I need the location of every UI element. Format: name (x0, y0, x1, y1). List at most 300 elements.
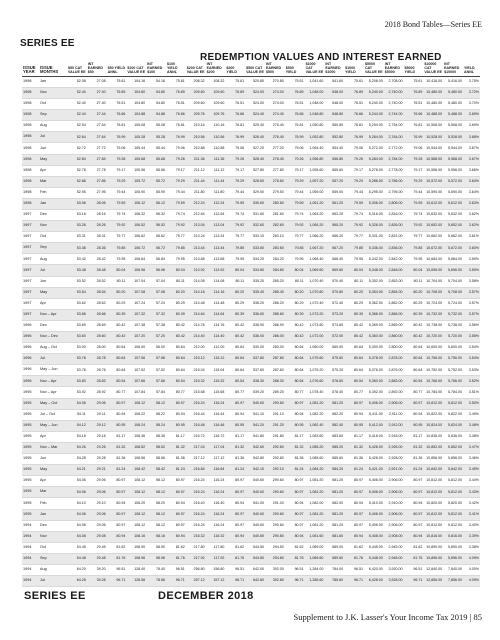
value-cell: 392.80 (265, 576, 285, 587)
value-cell: 53.66 (67, 309, 87, 320)
value-cell: 214.16 (186, 287, 206, 298)
value-cell: 2,740.00 (384, 99, 404, 110)
value-cell: 116.24 (206, 509, 226, 520)
issue-month-cell: Nov (39, 221, 67, 232)
value-cell: 79.95 (404, 254, 424, 265)
value-cell: 3.67% (463, 154, 480, 165)
value-cell: 80.29 (344, 298, 364, 309)
value-cell: 76.66 (107, 110, 127, 121)
value-cell: 96.71 (344, 576, 364, 587)
value-cell: 80.94 (344, 498, 364, 509)
value-cell: 10,708.00 (423, 287, 443, 298)
issue-year-cell: 1996 (22, 365, 39, 376)
value-cell: 10,704.00 (423, 276, 443, 287)
value-cell: 554.40 (324, 143, 344, 154)
value-cell: 2,945.00 (384, 542, 404, 553)
value-cell: 55.44 (146, 143, 166, 154)
value-cell: 530.00 (245, 343, 265, 354)
value-cell: 1,068.40 (305, 254, 325, 265)
issue-year-cell: 1995 (22, 420, 39, 431)
value-cell: 536.00 (245, 332, 265, 343)
value-cell: 108.20 (126, 498, 146, 509)
value-cell: 79.17 (107, 165, 127, 176)
issue-year-cell: 1998 (22, 143, 39, 154)
value-cell: 80.20 (225, 287, 245, 298)
value-cell: 78.40 (146, 564, 166, 575)
value-cell: 96.51 (344, 564, 364, 575)
value-cell: 80.11 (166, 276, 186, 287)
value-cell: 3.53% (463, 365, 480, 376)
column-header: INT EARNED $5000 (384, 63, 404, 76)
value-cell: 3.57% (463, 287, 480, 298)
value-cell: 114.16 (206, 287, 226, 298)
value-cell: 81.24 (404, 465, 424, 476)
value-cell: 5,766.00 (443, 376, 463, 387)
value-cell: 80.04 (225, 265, 245, 276)
value-cell: 29.06 (87, 509, 107, 520)
value-cell: 209.76 (186, 110, 206, 121)
value-cell: 584.20 (324, 465, 344, 476)
value-cell: 108.22 (126, 409, 146, 420)
value-cell: 10,662.00 (423, 232, 443, 243)
table-row (22, 254, 480, 265)
value-cell: 104.80 (126, 99, 146, 110)
value-cell: 528.40 (245, 154, 265, 165)
value-cell: 2,926.00 (384, 442, 404, 453)
value-cell: 54.08 (67, 531, 87, 542)
issue-year-cell: 1997 (22, 276, 39, 287)
value-cell: 548.80 (324, 110, 344, 121)
value-cell: 81.17 (344, 431, 364, 442)
value-cell: 544.80 (245, 553, 265, 564)
value-cell: 2,906.00 (384, 520, 404, 531)
value-cell: 581.20 (324, 509, 344, 520)
table-header-row (22, 63, 480, 76)
value-cell: 2,862.00 (384, 298, 404, 309)
value-cell: 111.44 (206, 176, 226, 187)
value-cell: 5,836.00 (443, 431, 463, 442)
value-cell: 81.32 (107, 442, 127, 453)
value-cell: 54.06 (67, 398, 87, 409)
value-cell: 80.64 (166, 365, 186, 376)
value-cell: 80.39 (107, 309, 127, 320)
value-cell: 563.20 (324, 209, 344, 220)
value-cell: 527.80 (245, 165, 265, 176)
value-cell: 80.95 (285, 420, 305, 431)
value-cell: 27.84 (87, 154, 107, 165)
value-cell: 107.56 (126, 354, 146, 365)
issue-month-cell: Jul (39, 354, 67, 365)
value-cell: 10,720.00 (423, 332, 443, 343)
value-cell: 3.50% (463, 398, 480, 409)
value-cell: 80.54 (225, 376, 245, 387)
value-cell: 80.64 (166, 343, 186, 354)
value-cell: 79.17 (344, 165, 364, 176)
value-cell: 3.47% (463, 442, 480, 453)
value-cell: 10,672.00 (423, 243, 443, 254)
value-cell: 79.44 (404, 187, 424, 198)
value-cell: 3.38% (463, 542, 480, 553)
value-cell: 10,600.00 (423, 343, 443, 354)
value-cell: 28.66 (87, 309, 107, 320)
value-cell: 2,906.00 (384, 509, 404, 520)
value-cell: 282.60 (265, 221, 285, 232)
issue-month-cell: Jun (39, 276, 67, 287)
value-cell: 81.24 (344, 465, 364, 476)
value-cell: 80.94 (404, 409, 424, 420)
value-cell: 5,824.00 (443, 420, 463, 431)
issue-month-cell: Dec (39, 320, 67, 331)
value-cell: 58.52 (146, 442, 166, 453)
value-cell: 5,416.00 (443, 76, 463, 87)
value-cell: 29.26 (87, 442, 107, 453)
value-cell: 80.94 (225, 531, 245, 542)
value-cell: 27.54 (87, 121, 107, 132)
value-cell: 80.95 (404, 420, 424, 431)
value-cell: 76.51 (344, 99, 364, 110)
value-cell: 2,786.00 (384, 176, 404, 187)
value-cell: 79.92 (285, 221, 305, 232)
value-cell: 81.62 (344, 542, 364, 553)
value-cell: 81.62 (225, 542, 245, 553)
value-cell: 5,254.00 (364, 121, 384, 132)
value-cell: 54.12 (67, 420, 87, 431)
value-cell: 2,908.00 (384, 531, 404, 542)
value-cell: 76.89 (225, 87, 245, 98)
value-cell: 2,928.00 (384, 454, 404, 465)
value-cell: 1,285.60 (305, 576, 325, 587)
value-cell: 1,082.00 (305, 498, 325, 509)
value-cell: 2,772.00 (384, 143, 404, 154)
column-header: INT EARNED $500 (265, 63, 285, 76)
column-header: $1000 CAT VALUE EE (305, 63, 325, 76)
value-cell: 58.12 (146, 487, 166, 498)
column-header: $200 YIELD (225, 63, 245, 76)
value-cell: 5,240.00 (364, 87, 384, 98)
value-cell: 5,240.00 (364, 99, 384, 110)
value-cell: 79.29 (107, 176, 127, 187)
issue-month-cell: Oct (39, 99, 67, 110)
value-cell: 10,572.00 (423, 176, 443, 187)
issue-month-cell: Aug (39, 254, 67, 265)
value-cell: 57.20 (146, 332, 166, 343)
value-cell: 3.49% (463, 409, 480, 420)
value-cell: 4.09% (463, 553, 480, 564)
value-cell: 79.74 (344, 209, 364, 220)
value-cell: 28.92 (87, 387, 107, 398)
value-cell: 565.20 (324, 221, 344, 232)
value-cell: 214.76 (186, 320, 206, 331)
issue-month-cell: May – Jun (39, 420, 67, 431)
value-cell: 10,852.00 (423, 442, 443, 453)
value-cell: 5,244.00 (364, 110, 384, 121)
value-cell: 1,075.60 (305, 354, 325, 365)
value-cell: 3.59% (463, 265, 480, 276)
value-cell: 10,684.00 (423, 254, 443, 265)
value-cell: 29.12 (87, 420, 107, 431)
value-cell: 5,632.00 (443, 209, 463, 220)
value-cell: 79.95 (166, 254, 186, 265)
issue-month-cell: Aug (39, 121, 67, 132)
value-cell: 10,784.00 (423, 387, 443, 398)
value-cell: 54.11 (67, 409, 87, 420)
issue-month-cell: Nov – Dec (39, 332, 67, 343)
value-cell: 54.80 (146, 87, 166, 98)
value-cell: 80.64 (107, 343, 127, 354)
value-cell: 216.48 (186, 420, 206, 431)
value-cell: 550.80 (324, 121, 344, 132)
value-cell: 29.45 (87, 542, 107, 553)
value-cell: 566.20 (324, 232, 344, 243)
issue-year-cell: 1996 (22, 332, 39, 343)
value-cell: 568.40 (324, 254, 344, 265)
value-cell: 5,600.00 (443, 343, 463, 354)
value-cell: 5,264.00 (364, 132, 384, 143)
column-header: $100 CAT VALUE EE (126, 63, 146, 76)
section-title: SERIES EE (20, 38, 75, 49)
value-cell: 79.92 (404, 221, 424, 232)
value-cell: 96.71 (107, 576, 127, 587)
value-cell: 80.42 (225, 320, 245, 331)
value-cell: 53.69 (67, 320, 87, 331)
value-cell: 3.63% (463, 198, 480, 209)
value-cell: 79.77 (107, 232, 127, 243)
issue-year-cell: 1998 (22, 165, 39, 176)
value-cell: 274.00 (265, 99, 285, 110)
value-cell: 76.81 (404, 121, 424, 132)
value-cell: 556.80 (324, 154, 344, 165)
value-cell: 53.78 (67, 354, 87, 365)
value-cell: 110.16 (206, 121, 226, 132)
value-cell: 524.00 (245, 87, 265, 98)
value-cell: 3.43% (463, 487, 480, 498)
value-cell: 10,812.00 (423, 520, 443, 531)
value-cell: 3.70% (463, 99, 480, 110)
value-cell: 80.04 (344, 265, 364, 276)
value-cell: 2,911.00 (384, 409, 404, 420)
value-cell: 2,860.00 (384, 332, 404, 343)
value-cell: 10,896.00 (423, 553, 443, 564)
value-cell: 3.66% (463, 165, 480, 176)
issue-month-cell: Nov – Apr (39, 387, 67, 398)
value-cell: 109.76 (206, 110, 226, 121)
value-cell: 215.32 (186, 376, 206, 387)
value-cell: 80.64 (285, 343, 305, 354)
value-cell: 54.10 (67, 498, 87, 509)
table-row (22, 465, 480, 476)
value-cell: 80.04 (107, 265, 127, 276)
value-cell: 5,812.00 (443, 476, 463, 487)
value-cell: 96.71 (404, 576, 424, 587)
column-header: $5000 YIELD (404, 63, 424, 76)
issue-month-cell: Jul (39, 132, 67, 143)
value-cell: 80.29 (107, 298, 127, 309)
value-cell: 540.60 (245, 520, 265, 531)
column-header: INT EARNED $200 (206, 63, 226, 76)
value-cell: 2,740.00 (384, 87, 404, 98)
value-cell: 80.95 (166, 420, 186, 431)
value-cell: 5,445.00 (364, 542, 384, 553)
value-cell: 80.94 (404, 498, 424, 509)
issue-month-cell: Apr (39, 298, 67, 309)
value-cell: 1,083.60 (305, 431, 325, 442)
issue-year-cell: 1994 (22, 520, 39, 531)
value-cell: 2,854.00 (384, 287, 404, 298)
value-cell: 108.12 (126, 509, 146, 520)
value-cell: 81.24 (166, 465, 186, 476)
value-cell: 534.80 (245, 265, 265, 276)
value-cell: 53.00 (67, 343, 87, 354)
issue-year-cell: 1996 (22, 354, 39, 365)
value-cell: 52.64 (67, 132, 87, 143)
value-cell: 116.24 (206, 520, 226, 531)
value-cell: 113.44 (206, 243, 226, 254)
value-cell: 79.85 (107, 243, 127, 254)
value-cell: 80.97 (107, 520, 127, 531)
value-cell: 80.11 (225, 276, 245, 287)
value-cell: 6,420.00 (364, 564, 384, 575)
table-row (22, 542, 480, 553)
value-cell: 285.40 (265, 287, 285, 298)
value-cell: 80.97 (166, 509, 186, 520)
table-row (22, 387, 480, 398)
table-row (22, 354, 480, 365)
value-cell: 111.36 (206, 154, 226, 165)
value-cell: 58.16 (146, 531, 166, 542)
value-cell: 128.56 (126, 576, 146, 587)
value-cell: 5,295.00 (364, 187, 384, 198)
value-cell: 560.00 (324, 343, 344, 354)
value-cell: 80.94 (285, 498, 305, 509)
value-cell: 3.60% (463, 243, 480, 254)
issue-month-cell: Oct (39, 232, 67, 243)
value-cell: 5,684.00 (443, 254, 463, 265)
column-header: INT EARNED $50 (87, 63, 107, 76)
value-cell: 581.60 (324, 531, 344, 542)
value-cell: 81.36 (404, 454, 424, 465)
value-cell: 5,672.00 (443, 243, 463, 254)
table-row (22, 553, 480, 564)
value-cell: 79.17 (404, 165, 424, 176)
issue-month-cell: Apr (39, 476, 67, 487)
value-cell: 561.20 (324, 198, 344, 209)
value-cell: 1,052.80 (305, 132, 325, 143)
value-cell: 289.20 (265, 387, 285, 398)
issue-month-cell: Jul (39, 265, 67, 276)
value-cell: 80.64 (225, 343, 245, 354)
value-cell: 5,392.00 (364, 387, 384, 398)
value-cell: 29.06 (87, 487, 107, 498)
value-cell: 80.94 (107, 409, 127, 420)
value-cell: 79.44 (166, 187, 186, 198)
value-cell: 540.80 (245, 531, 265, 542)
value-cell: 5,488.00 (443, 110, 463, 121)
value-cell: 573.80 (324, 320, 344, 331)
value-cell: 107.32 (126, 309, 146, 320)
value-cell: 3.51% (463, 387, 480, 398)
value-cell: 117.80 (206, 542, 226, 553)
value-cell: 79.77 (344, 232, 364, 243)
issue-year-cell: 1995 (22, 498, 39, 509)
value-cell: 80.64 (404, 343, 424, 354)
value-cell: 285.20 (265, 276, 285, 287)
issue-month-cell: Nov (39, 531, 67, 542)
value-cell: 27.64 (87, 132, 107, 143)
value-cell: 80.64 (107, 365, 127, 376)
value-cell: 292.10 (265, 465, 285, 476)
value-cell: 286.60 (265, 309, 285, 320)
issue-month-cell: May (39, 465, 67, 476)
value-cell: 96.51 (225, 564, 245, 575)
value-cell: 209.60 (186, 87, 206, 98)
value-cell: 80.94 (225, 409, 245, 420)
value-cell: 96.71 (166, 576, 186, 587)
value-cell: 3.68% (463, 132, 480, 143)
value-cell: 212.64 (186, 209, 206, 220)
value-cell: 109.60 (206, 87, 226, 98)
value-cell: 52.78 (67, 165, 87, 176)
value-cell: 76.81 (225, 121, 245, 132)
value-cell: 278.60 (265, 176, 285, 187)
issue-year-cell: 1997 (22, 265, 39, 276)
value-cell: 5,812.00 (443, 398, 463, 409)
value-cell: 157.12 (206, 576, 226, 587)
value-cell: 76.51 (107, 99, 127, 110)
value-cell: 211.80 (186, 187, 206, 198)
value-cell: 80.97 (225, 398, 245, 409)
table-row (22, 431, 480, 442)
value-cell: 10,812.00 (423, 476, 443, 487)
value-cell: 81.62 (166, 542, 186, 553)
value-cell: 80.97 (404, 398, 424, 409)
value-cell: 28.62 (87, 298, 107, 309)
value-cell: 80.97 (107, 509, 127, 520)
value-cell: 76.99 (225, 132, 245, 143)
value-cell: 54.88 (146, 110, 166, 121)
value-cell: 80.97 (166, 476, 186, 487)
value-cell: 5,784.00 (443, 387, 463, 398)
value-cell: 58.20 (146, 498, 166, 509)
value-cell: 75.61 (107, 76, 127, 87)
value-cell: 1,065.20 (305, 221, 325, 232)
value-cell: 548.00 (324, 87, 344, 98)
value-cell: 5,272.00 (364, 143, 384, 154)
value-cell: 55.90 (146, 187, 166, 198)
value-cell: 76.51 (166, 99, 186, 110)
value-cell: 80.64 (404, 365, 424, 376)
value-cell: 56.84 (146, 254, 166, 265)
value-cell: 106.00 (126, 343, 146, 354)
table-row (22, 442, 480, 453)
value-cell: 1,061.20 (305, 198, 325, 209)
value-cell: 2,795.00 (384, 187, 404, 198)
value-cell: 10,480.00 (423, 87, 443, 98)
value-cell: 5,756.00 (443, 354, 463, 365)
value-cell: 2,892.00 (384, 387, 404, 398)
value-cell: 39.20 (87, 564, 107, 575)
value-cell: 28.69 (87, 320, 107, 331)
issue-year-cell: 1994 (22, 542, 39, 553)
value-cell: 280.60 (265, 198, 285, 209)
value-cell: 555.60 (324, 165, 344, 176)
value-cell: 28.52 (87, 276, 107, 287)
value-cell: 54.18 (67, 431, 87, 442)
value-cell: 52.84 (67, 154, 87, 165)
value-cell: 3.46% (463, 454, 480, 465)
value-cell: 10,696.00 (423, 265, 443, 276)
value-cell: 392.00 (265, 564, 285, 575)
value-cell: 76.89 (344, 87, 364, 98)
